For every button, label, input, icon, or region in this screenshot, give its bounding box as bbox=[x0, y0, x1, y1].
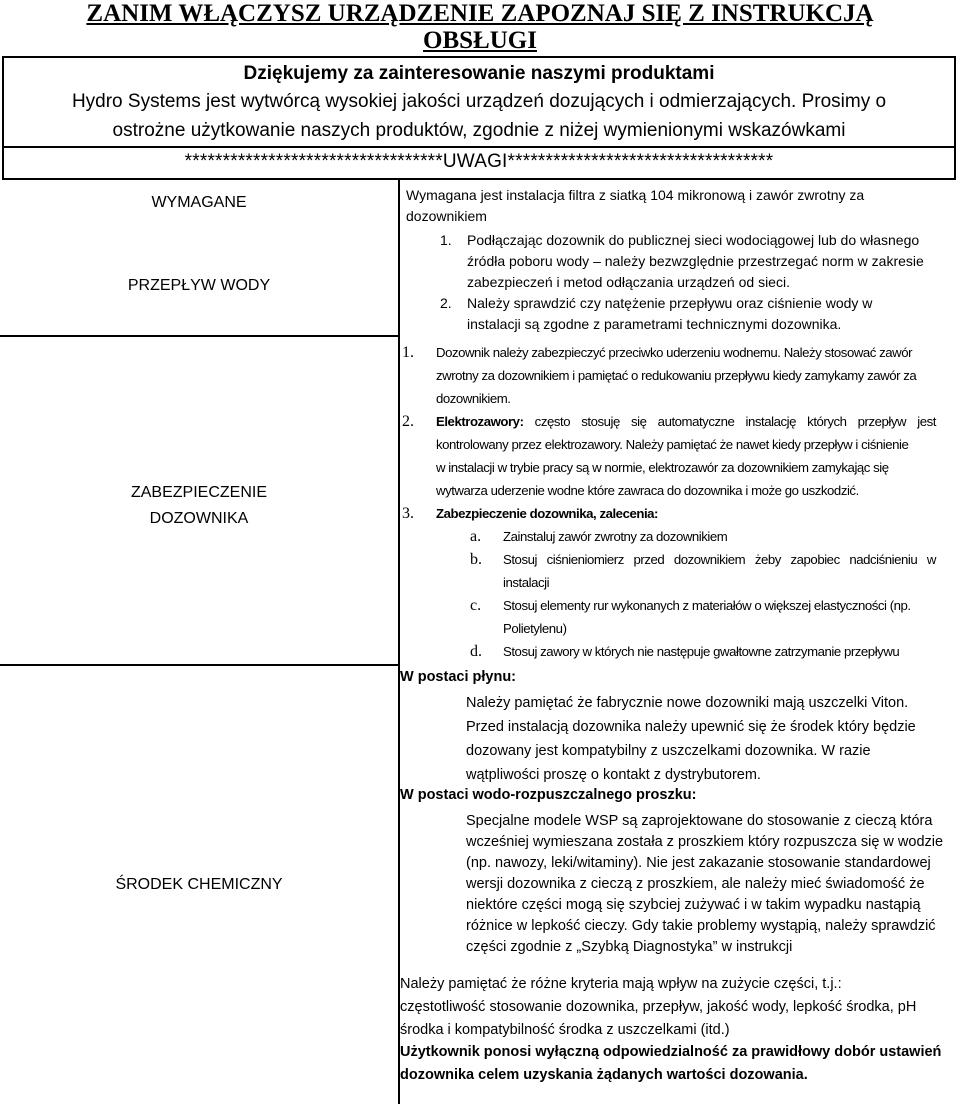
powder-line: (np. nawozy, leki/witaminy). Nie jest zakazanie stosowanie standardowej bbox=[466, 855, 931, 871]
title-line-2: OBSŁUGI bbox=[423, 27, 537, 54]
warning-banner: **********************************UWAGI*********************************** bbox=[2, 146, 956, 180]
label-przeplyw-wody: PRZEPŁYW WODY bbox=[127, 277, 271, 294]
zabezpieczenie-item-2-line: często stosuję się automatyczne instalację których przepływ jest bbox=[523, 414, 936, 429]
przeplyw-item-2-number: 2. bbox=[440, 295, 452, 311]
sub-item-b-line: instalacji bbox=[503, 575, 550, 590]
zabezpieczenie-item-2-line: w instalacji w trybie pracy są w normie, elektrozawór za dozownikiem zamykając się bbox=[436, 460, 889, 475]
powder-line: części zgodnie z „Szybką Diagnostyka” w instrukcji bbox=[466, 939, 793, 955]
powder-heading: W postaci wodo-rozpuszczalnego proszku: bbox=[400, 787, 697, 803]
zabezpieczenie-item-2-line: wytwarza uderzenie wodne które zawraca do dozownika i może go uszkodzić. bbox=[436, 483, 859, 498]
sub-item-b-letter: b. bbox=[470, 551, 482, 568]
zabezpieczenie-item-1-line: Dozownik należy zabezpieczyć przeciwko uderzeniu wodnemu. Należy stosować zawór bbox=[436, 345, 913, 360]
intro-box bbox=[2, 56, 956, 146]
sub-item-d-text: Stosuj zawory w których nie następuje gwałtowne zatrzymanie przepływu bbox=[503, 644, 900, 659]
liquid-line: Należy pamiętać że fabrycznie nowe dozowniki mają uszczelki Viton. bbox=[466, 695, 909, 711]
wymagane-text-1: Wymagana jest instalacja filtra z siatką 104 mikronową i zawór zwrotny za bbox=[406, 187, 865, 203]
powder-line: wersji dozownika z cieczą z proszkiem, ale należy mieć świadomość że bbox=[466, 876, 925, 892]
zabezpieczenie-item-2-first-line bbox=[436, 410, 936, 433]
zabezpieczenie-item-1-line: zwrotny za dozownikiem i pamiętać o redukowaniu przepływu kiedy zamykamy zawór za bbox=[436, 368, 917, 383]
zabezpieczenie-item-3-heading: Zabezpieczenie dozownika, zalecenia: bbox=[436, 506, 658, 521]
zabezpieczenie-item-1-line: dozownikiem. bbox=[436, 391, 511, 406]
section-contents-column bbox=[400, 180, 960, 1104]
zabezpieczenie-item-2-number: 2. bbox=[402, 413, 414, 430]
powder-line: niektóre części mogą się szybciej zużywać i w takim wypadku nastąpią bbox=[466, 897, 921, 913]
zabezpieczenie-item-3-number: 3. bbox=[402, 505, 414, 522]
final-note-line: częstotliwość stosowanie dozownika, przepływ, jakość wody, lepkość środka, pH bbox=[400, 999, 917, 1015]
powder-line: wcześniej wymieszana została z proszkiem który rozpuszcza się w wodzie bbox=[466, 834, 944, 850]
section-labels-column bbox=[0, 180, 400, 1104]
label-zabezpieczenie-line-1: ZABEZPIECZENIE bbox=[130, 484, 268, 501]
label-wymagane: WYMAGANE bbox=[151, 194, 247, 211]
przeplyw-item-1-line: zabezpieczeń i metod odłączania urządzeń od sieci. bbox=[467, 274, 790, 290]
zabezpieczenie-item-1-number: 1. bbox=[402, 344, 414, 361]
zabezpieczenie-item-2-line: kontrolowany przez elektrozawory. Należy pamiętać że nawet kiedy przepływ i ciśnienie bbox=[436, 437, 909, 452]
powder-line: Specjalne modele WSP są zaprojektowane do stosowanie z cieczą która bbox=[466, 813, 933, 829]
sub-item-a-text: Zainstaluj zawór zwrotny za dozownikiem bbox=[503, 529, 728, 544]
sub-item-c-line: Stosuj elementy rur wykonanych z materiałów o większej elastyczności (np. bbox=[503, 598, 911, 613]
intro-line-2: ostrożne użytkowanie naszych produktów, zgodnie z niżej wymienionymi wskazówkami bbox=[112, 120, 846, 141]
intro-line-1: Hydro Systems jest wytwórcą wysokiej jakości urządzeń dozujących i odmierzających. Prosimy o bbox=[71, 91, 887, 112]
wymagane-text-2: dozownikiem bbox=[406, 208, 487, 224]
liquid-line: wątpliwości proszę o kontakt z dystrybutorem. bbox=[466, 767, 761, 783]
przeplyw-item-2-line: instalacji są zgodne z parametrami technicznymi dozownika. bbox=[467, 316, 842, 332]
responsibility-line: dozownika celem uzyskania żądanych wartości dozowania. bbox=[400, 1067, 808, 1083]
sub-item-b-line: Stosuj ciśnieniomierz przed dozownikiem żeby zapobiec nadciśnieniu w bbox=[503, 552, 936, 567]
responsibility-line: Użytkownik ponosi wyłączną odpowiedzialność za prawidłowy dobór ustawień bbox=[400, 1044, 942, 1060]
przeplyw-item-1-line: Podłączając dozownik do publicznej sieci wodociągowej lub do własnego bbox=[467, 232, 920, 248]
elektrozawory-label: Elektrozawory: bbox=[436, 414, 524, 429]
intro-heading: Dziękujemy za zainteresowanie naszymi produktami bbox=[243, 63, 715, 84]
sub-item-c-letter: c. bbox=[470, 597, 482, 614]
label-srodek-chemiczny: ŚRODEK CHEMICZNY bbox=[115, 876, 283, 893]
section-divider bbox=[0, 664, 400, 666]
liquid-line: dozowany jest kompatybilny z uszczelkami dozownika. W razie bbox=[466, 743, 871, 759]
sub-item-c-line: Polietylenu) bbox=[503, 621, 567, 636]
title-line-1: ZANIM WŁĄCZYSZ URZĄDZENIE ZAPOZNAJ SIĘ Z INSTRUKCJĄ bbox=[86, 0, 874, 27]
label-zabezpieczenie-line-2: DOZOWNIKA bbox=[149, 510, 249, 527]
powder-line: różnice w lepkość cieczy. Gdy takie problemy wystąpią, należy sprawdzić bbox=[466, 918, 936, 934]
liquid-line: Przed instalacją dozownika należy upewnić się że środek który będzie bbox=[466, 719, 916, 735]
liquid-heading: W postaci płynu: bbox=[400, 669, 516, 685]
document-title bbox=[0, 0, 960, 54]
final-note-line: środka i kompatybilność środka z uszczelkami (itd.) bbox=[400, 1022, 730, 1038]
section-divider bbox=[0, 335, 400, 337]
przeplyw-item-1-line: źródła poboru wody – należy bezwzględnie przestrzegać norm w zakresie bbox=[467, 253, 924, 269]
sub-item-a-letter: a. bbox=[470, 528, 482, 545]
przeplyw-item-2-line: Należy sprawdzić czy natężenie przepływu oraz ciśnienie wody w bbox=[467, 295, 873, 311]
final-note-line: Należy pamiętać że różne kryteria mają wpływ na zużycie części, t.j.: bbox=[400, 976, 842, 992]
przeplyw-item-1-number: 1. bbox=[440, 232, 452, 248]
sub-item-d-letter: d. bbox=[470, 643, 482, 660]
